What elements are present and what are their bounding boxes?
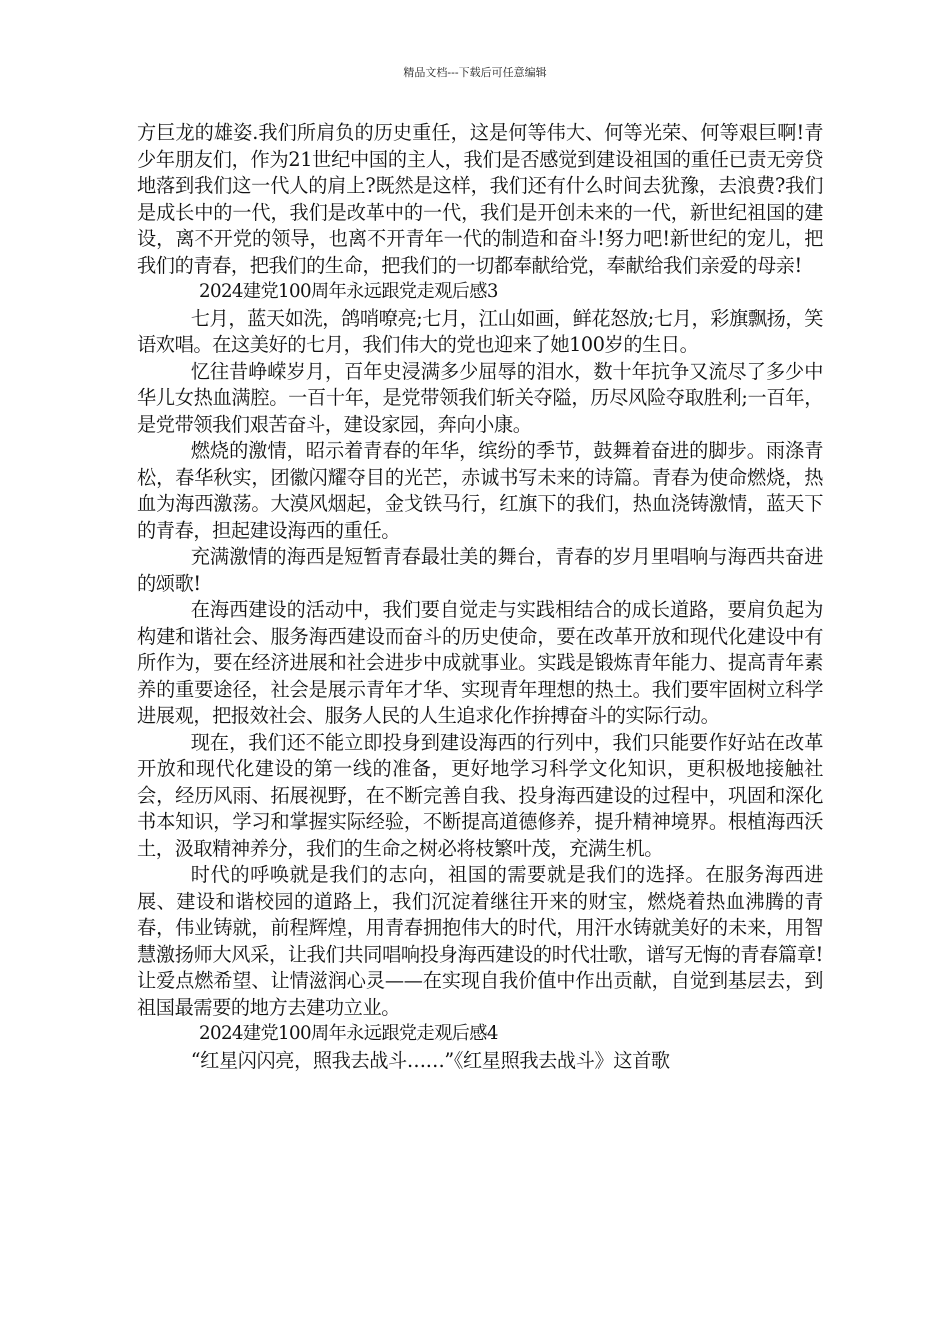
paragraph: 现在，我们还不能立即投身到建设海西的行列中，我们只能要作好站在改革开放和现代化建设的第一线的准备，更好地学习科学文化知识，更积极地接触社会，经历风雨、拓展视野，在不断完善自我、投身海西建设的过程中，巩固和深化书本知识，学习和掌握实际经验，不断提高道德修养，提升精神境界。根植海西沃土，汲取精神养分，我们的生命之树必将枝繁叶茂，充满生机。 — [137, 730, 823, 860]
section-heading: 2024建党100周年永远跟党走观后感3 — [199, 281, 498, 302]
paragraph: 充满激情的海西是短暂青春最壮美的舞台，青春的岁月里唱响与海西共奋进的颂歌! — [137, 545, 823, 595]
paragraph: “红星闪闪亮，照我去战斗……”《红星照我去战斗》这首歌 — [190, 1048, 670, 1072]
paragraph: 在海西建设的活动中，我们要自觉走与实践相结合的成长道路，要肩负起为构建和谐社会、服务海西建设而奋斗的历史使命，要在改革开放和现代化建设中有所作为，要在经济进展和社会进步中成就事业。实践是锻炼青年能力、提高青年素养的重要途径，社会是展示青年才华、实现青年理想的热土。我们要牢固树立科学进展观，把报效社会、服务人民的人生追求化作拚搏奋斗的实际行动。 — [137, 598, 823, 727]
section-heading: 2024建党100周年永远跟党走观后感4 — [199, 1023, 498, 1044]
paragraph: 时代的呼唤就是我们的志向，祖国的需要就是我们的选择。在服务海西进展、建设和谐校园的道路上，我们沉淀着继往开来的财宝，燃烧着热血沸腾的青春，伟业铸就，前程辉煌，用青春拥抱伟大的时代，用汗水铸就美好的未来，用智慧激扬师大风采，让我们共同唱响投身海西建设的时代壮歌，谱写无悔的青春篇章!让爱点燃希望、让情滋润心灵——在实现自我价值中作出贡献，自觉到基层去，到祖国最需要的地方去建功立业。 — [137, 863, 823, 1019]
paragraph: 燃烧的激情，昭示着青春的年华，缤纷的季节，鼓舞着奋进的脚步。雨涤青松，春华秋实，团徽闪耀夺目的光芒，赤诚书写未来的诗篇。青春为使命燃烧，热血为海西激荡。大漠风烟起，金戈铁马行，红旗下的我们，热血浇铸激情，蓝天下的青春，担起建设海西的重任。 — [137, 439, 823, 542]
paragraph: 忆往昔峥嵘岁月，百年史浸满多少屈辱的泪水，数十年抗争又流尽了多少中华儿女热血满腔。一百十年，是党带领我们斩关夺隘，历尽风险夺取胜利;一百年，是党带领我们艰苦奋斗，建设家园，奔向小康。 — [137, 359, 823, 436]
paragraph: 方巨龙的雄姿.我们所肩负的历史重任，这是何等伟大、何等光荣、何等艰巨啊!青少年朋友们，作为21世纪中国的主人，我们是否感觉到建设祖国的重任已责无旁贷地落到我们这一代人的肩上?既然是这样，我们还有什么时间去犹豫，去浪费?我们是成长中的一代，我们是改革中的一代，我们是开创未来的一代，新世纪祖国的建设，离不开党的领导，也离不开青年一代的制造和奋斗!努力吧!新世纪的宠儿，把我们的青春，把我们的生命，把我们的一切都奉献给党，奉献给我们亲爱的母亲! — [137, 121, 823, 277]
document-body — [137, 120, 823, 1074]
paragraph: 七月，蓝天如洗，鸽哨嘹亮;七月，江山如画，鲜花怒放;七月，彩旗飘扬，笑语欢唱。在这美好的七月，我们伟大的党也迎来了她100岁的生日。 — [137, 306, 823, 356]
page-header: 精品文档---下载后可任意编辑 — [403, 66, 547, 79]
